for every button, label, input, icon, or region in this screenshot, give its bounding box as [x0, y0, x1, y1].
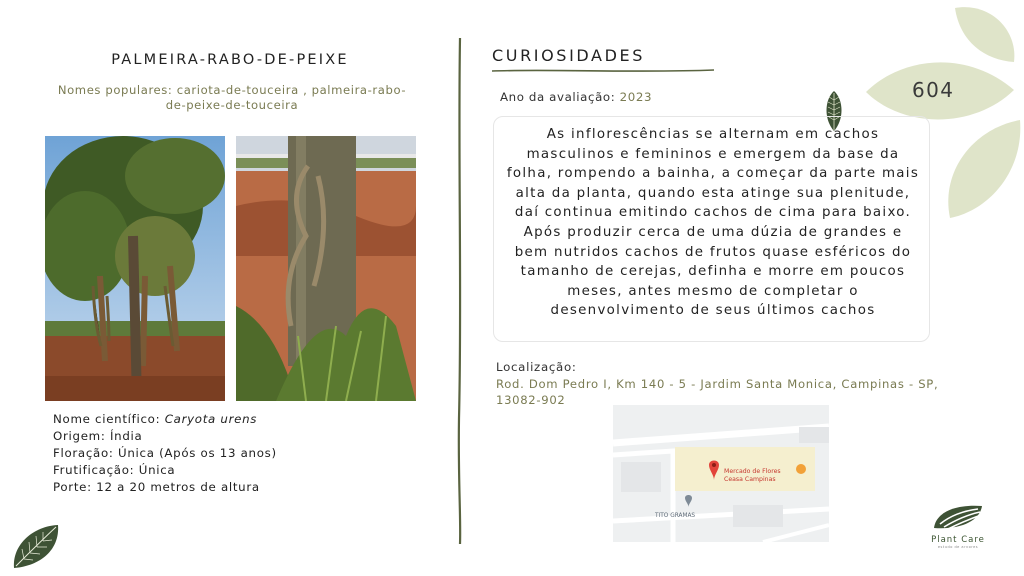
curiosities-line: daí continua emitindo cachos de cima para baixo. [514, 205, 912, 221]
curiosities-title: CURIOSIDADES [492, 46, 645, 65]
location-address [496, 377, 966, 408]
evaluation-year-value: 2023 [619, 90, 653, 104]
palm-tree-photo [45, 136, 225, 401]
curiosities-line: alta da planta, quando esta atinge sua plenitude, [515, 185, 911, 201]
curiosities-line: As inflorescências se alternam em cachos [546, 127, 880, 142]
leaf-icon [10, 522, 62, 570]
plant-details [53, 411, 277, 496]
curiosities-line: Após produzir cerca de uma dúzia de grandes e [523, 224, 903, 240]
address-line: Rod. Dom Pedro I, Km 140 - 5 - Jardim Santa Monica, Campinas - SP, [496, 377, 939, 391]
plant-title: PALMEIRA-RABO-DE-PEIXE [111, 52, 349, 68]
brand-tagline: estudo de arvores [937, 545, 979, 549]
page-number: 604 [912, 78, 955, 102]
brand-name: Plant Care [931, 535, 985, 545]
evaluation-year [500, 90, 652, 104]
fruiting-row: Frutificação: Única [53, 463, 176, 477]
size-row: Porte: 12 a 20 metros de altura [53, 480, 260, 494]
curiosities-line: folha, rompendo a bainha, a começar da parte mais [506, 166, 920, 182]
popular-names-line: de-peixe-de-touceira [165, 98, 299, 112]
map-place-name[interactable]: Mercado de Flores [724, 468, 781, 475]
map-place-name[interactable]: Ceasa Campinas [724, 476, 776, 483]
brand-logo [923, 502, 993, 549]
logo-leaf-icon [932, 502, 984, 530]
scientific-name-row [53, 411, 277, 428]
evaluation-label: Ano da avaliação: [500, 90, 620, 104]
title-underline [492, 68, 716, 74]
scientific-name-value: Caryota urens [164, 412, 258, 426]
curiosities-line: meses, antes mesmo de completar o [567, 283, 859, 299]
curiosities-line: desenvolvimento de seus últimos cachos [550, 303, 876, 319]
curiosities-text [503, 125, 923, 321]
palm-trunk-photo [236, 136, 416, 401]
curiosities-line: bem nutridos cachos de frutos quase esféricos do [514, 244, 912, 260]
location-label: Localização: [496, 360, 577, 374]
scientific-name-label: Nome científico: [53, 412, 165, 426]
popular-names-line: Nomes populares: cariota-de-touceira , palmeira-rabo- [57, 83, 407, 97]
flowering-row: Floração: Única (Após os 13 anos) [53, 446, 277, 460]
origin-row: Origem: Índia [53, 429, 143, 443]
location-map[interactable] [613, 405, 829, 542]
curiosities-line: tamanho de cerejas, definha e morre em poucos [520, 264, 906, 280]
address-line: 13082-902 [496, 392, 566, 407]
curiosities-line: masculinos e femininos e emergem da base da [526, 146, 900, 162]
vertical-divider [455, 38, 465, 544]
popular-names [36, 83, 428, 113]
map-poi-label[interactable]: TITO GRAMAS [655, 513, 696, 519]
